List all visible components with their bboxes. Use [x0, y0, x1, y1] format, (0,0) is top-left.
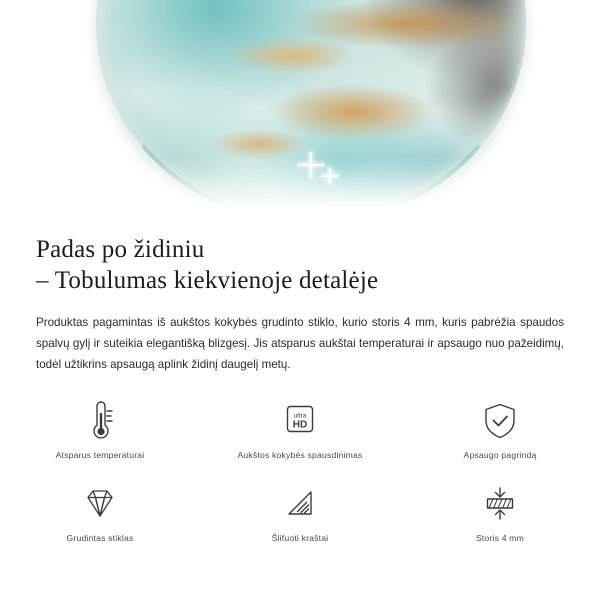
ultra-hd-icon — [279, 399, 321, 443]
feature-tempered-glass — [0, 478, 200, 561]
feature-label: Apsaugo pagrindą — [463, 450, 537, 460]
feature-print-quality — [200, 395, 400, 478]
thermometer-icon — [80, 399, 120, 443]
shield-check-icon — [480, 399, 520, 443]
content-block — [0, 222, 600, 375]
feature-surface-protection — [400, 395, 600, 478]
feature-polished-edges — [200, 478, 400, 561]
feature-label: Šlifuoti kraštai — [271, 533, 329, 543]
feature-grid — [0, 395, 600, 561]
hero-image — [0, 0, 600, 222]
page-title-line-1: Padas po židiniu — [36, 236, 205, 263]
feature-label: Storis 4 mm — [475, 533, 525, 543]
diamond-icon — [79, 482, 121, 526]
feature-temperature-resistant — [0, 395, 200, 478]
hero-fade-overlay — [0, 158, 600, 222]
svg-text:ultra: ultra — [293, 412, 307, 420]
feature-thickness — [400, 478, 600, 561]
page-title — [0, 222, 600, 296]
svg-text:HD: HD — [292, 419, 308, 431]
feature-label: Grudintas stiklas — [66, 533, 134, 543]
product-description-text: Produktas pagamintas iš aukštos kokybės grudinto stiklo, kurio storis 4 mm, kuris pabrėžia spaudos spalvų gylį ir suteikia elegantišką blizgesį. Jis atsparus aukštai temperaturai ir apsaugo nuo pažeidimų, todėl užtikrins apsaugą aplink židinį daugelį metų. — [36, 316, 564, 371]
feature-label: Aukštos kokybės spausdinimas — [237, 450, 363, 460]
thickness-arrows-icon — [479, 482, 521, 526]
page-title-line-2: – Tobulumas kiekvienoje detalėje — [36, 267, 379, 294]
polished-edges-icon — [279, 482, 321, 526]
feature-label: Atsparus temperaturai — [55, 450, 145, 460]
